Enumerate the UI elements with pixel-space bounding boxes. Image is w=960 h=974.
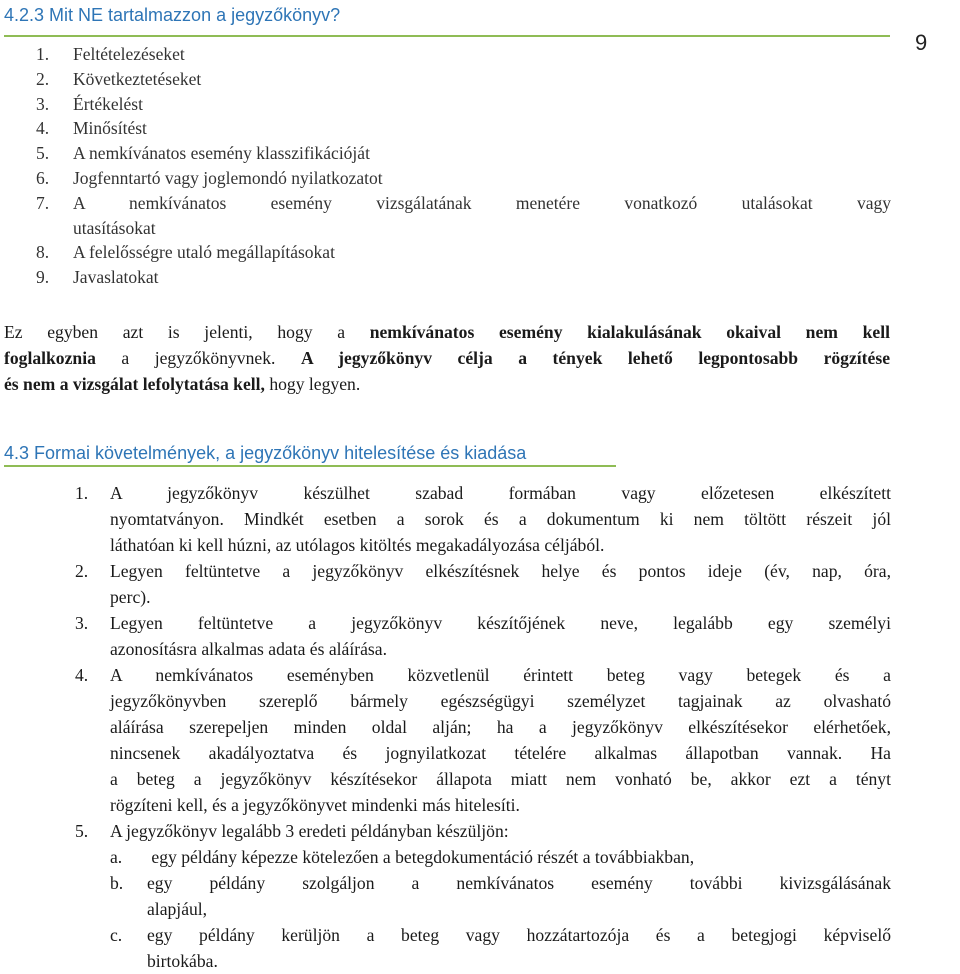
list-item-text (110, 818, 891, 974)
list-item-number: 5. (36, 143, 50, 164)
list-item (36, 240, 891, 265)
plain-text: hogy legyen. (264, 374, 361, 394)
sublist-item (110, 870, 891, 922)
sublist-item-text (147, 922, 891, 974)
text-line: A jegyzőkönyv készülhet szabad formában vagy előzetesen elkészített (110, 483, 891, 503)
text-line: Legyen feltüntetve a jegyzőkönyv elkészítésnek helye és pontos ideje (év, nap, óra, (110, 561, 891, 581)
list-item-number: 2. (36, 68, 50, 89)
list-item-number: 2. (75, 561, 89, 581)
text-line: egy példány kerüljön a beteg vagy hozzátartozója és a betegjogi képviselő (147, 925, 891, 945)
list-item-number: 1. (36, 44, 50, 64)
text-line: A jegyzőkönyv legalább 3 eredeti példányban készüljön: (110, 821, 509, 841)
explanation-paragraph (4, 319, 890, 397)
list-item-number: 8. (36, 242, 50, 263)
sublist-item-text (147, 844, 891, 870)
list-item-number: 1. (75, 483, 89, 503)
text-line: egy példány szolgáljon a nemkívánatos esemény további kivizsgálásának (147, 873, 891, 893)
text-line: nyomtatványon. Mindkét esetben a sorok és a dokumentum ki nem töltött részeit jól (110, 509, 891, 529)
sublist-item (110, 844, 891, 870)
list-item (36, 42, 891, 67)
list-item-text: Értékelést (73, 93, 143, 114)
text-line: A nemkívánatos esemény vizsgálatának menetére vonatkozó utalásokat vagy (73, 192, 891, 213)
list-item (75, 662, 891, 818)
list-item-text (73, 191, 891, 241)
page-number: 9 (915, 30, 928, 55)
list-item-number: 5. (75, 821, 89, 841)
list-item-text (110, 558, 891, 610)
list-item-text: Feltételezéseket (73, 44, 185, 64)
text-line: Legyen feltüntetve a jegyzőkönyv készítőjének neve, legalább egy személyi (110, 613, 891, 633)
text-line: alapjául, (147, 899, 208, 919)
list-item-number: 3. (36, 93, 50, 114)
bold-text: nemkívánatos esemény kialakulásának okaival nem kell (369, 322, 890, 342)
sublist-item-letter: c. (110, 925, 123, 945)
list-item-text (110, 662, 891, 818)
list-item (36, 67, 891, 92)
paragraph-line (4, 319, 890, 345)
heading-underline (4, 35, 890, 37)
list-item (36, 191, 891, 241)
list-item-text: Minősítést (73, 118, 147, 139)
list-item (36, 166, 891, 191)
section-heading-4-2-3: 4.2.3 Mit NE tartalmazzon a jegyzőkönyv? (4, 5, 341, 25)
text-line: jegyzőkönyvben szereplő bármely egészségügyi személyzet tagjainak az olvasható (110, 691, 891, 711)
list-item-number: 3. (75, 613, 89, 633)
list-item-text: A nemkívánatos esemény klasszifikációját (73, 143, 370, 164)
list-item-text (110, 480, 891, 558)
list-item (75, 558, 891, 610)
text-line: rögzíteni kell, és a jegyzőkönyvet mindenki más hitelesíti. (110, 795, 520, 815)
paragraph-line (4, 371, 890, 397)
list-item (36, 116, 891, 141)
text-line: láthatóan ki kell húzni, az utólagos kitöltés megakadályozása céljából. (110, 535, 605, 555)
bold-text: foglalkoznia (4, 348, 96, 368)
paragraph-line (4, 345, 890, 371)
list-item-number: 9. (36, 267, 50, 288)
sublist-item-letter: a. (110, 847, 123, 867)
sublist-item-letter: b. (110, 873, 124, 893)
heading-underline (4, 465, 616, 467)
exclusion-list (36, 42, 891, 290)
list-item-number: 4. (36, 118, 50, 139)
list-item-text (110, 610, 891, 662)
requirements-list (75, 480, 891, 974)
sublist-item (110, 922, 891, 974)
list-item-text: Jogfenntartó vagy joglemondó nyilatkozatot (73, 167, 383, 188)
list-item-number: 6. (36, 167, 50, 188)
text-line: perc). (110, 587, 151, 607)
text-line: aláírása szerepeljen minden oldal alján; ha a jegyzőkönyv elkészítésekor elérhetőek, (110, 717, 891, 737)
text-line: birtokába. (147, 951, 218, 971)
list-item (75, 818, 891, 974)
plain-text: a jegyzőkönyvnek. (95, 348, 301, 368)
text-line: nincsenek akadályoztatva és jognyilatkozat tételére alkalmas állapotban vannak. Ha (110, 743, 891, 763)
text-line: azonosításra alkalmas adata és aláírása. (110, 639, 387, 659)
bold-text: és nem a vizsgálat lefolytatása kell, (4, 374, 265, 394)
text-line: utasításokat (73, 217, 156, 238)
list-item-number: 4. (75, 665, 89, 685)
sublist-item-text (147, 870, 891, 922)
list-item-text: A felelősségre utaló megállapításokat (73, 242, 335, 263)
plain-text: Ez egyben azt is jelenti, hogy a (4, 322, 370, 342)
section-heading-4-3: 4.3 Formai követelmények, a jegyzőkönyv hitelesítése és kiadása (4, 443, 527, 463)
list-item (75, 480, 891, 558)
text-line: a beteg a jegyzőkönyv készítésekor állapota miatt nem vonható be, akkor ezt a tényt (110, 769, 891, 789)
list-item (36, 92, 891, 117)
list-item (75, 610, 891, 662)
copies-sublist (110, 844, 891, 974)
text-line: egy példány képezze kötelezően a betegdokumentáció részét a továbbiakban, (147, 847, 695, 867)
list-item (36, 265, 891, 290)
bold-text: A jegyzőkönyv célja a tények lehető legpontosabb rögzítése (300, 348, 890, 368)
list-item (36, 141, 891, 166)
list-item-text: Következtetéseket (73, 68, 202, 89)
text-line: A nemkívánatos eseményben közvetlenül érintett beteg vagy betegek és a (110, 665, 891, 685)
list-item-number: 7. (36, 192, 50, 213)
list-item-text: Javaslatokat (73, 267, 159, 288)
